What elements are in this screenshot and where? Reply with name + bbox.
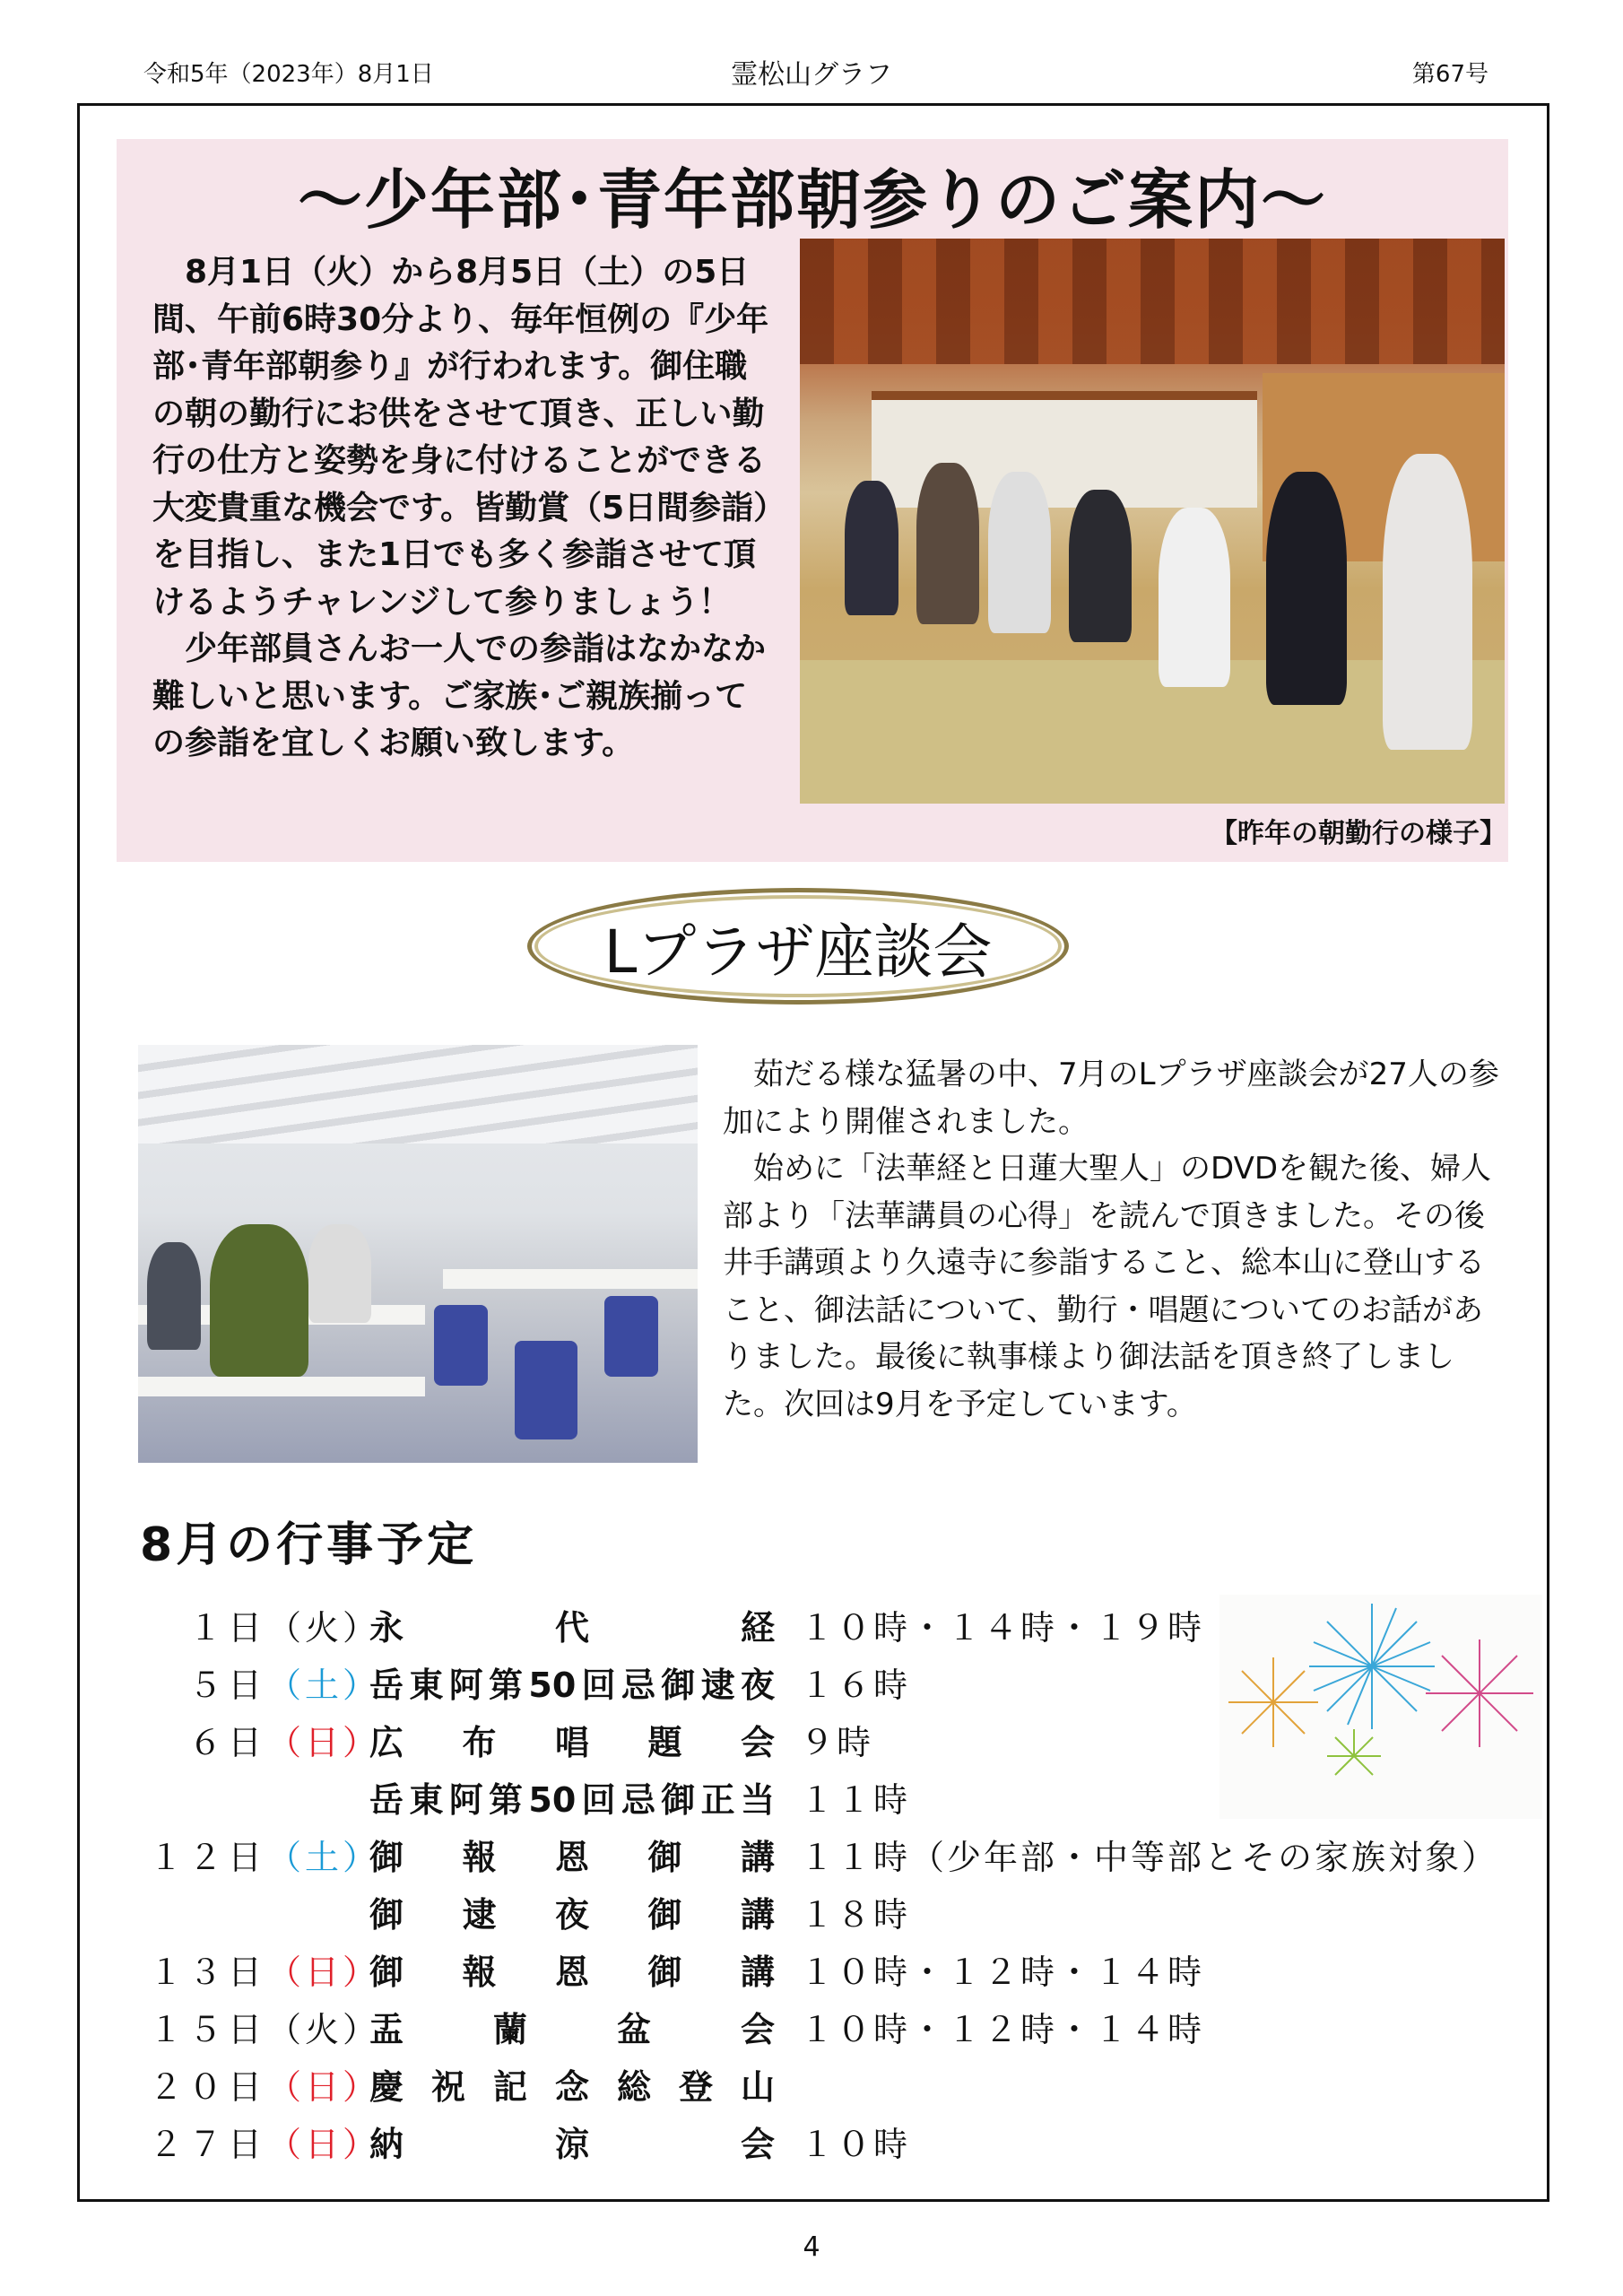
article2-title: Lプラザ座談会 [603, 917, 993, 987]
event-name: 御報恩御講 [369, 1838, 775, 1877]
event-name: 岳東阿第50回忌御正当 [369, 1780, 775, 1820]
article1-body [152, 249, 771, 768]
article2-paragraph: 始めに「法華経と日蓮大聖人」のDVDを観た後、婦人部より「法華講員の心得」を読んで頂きました。その後井手講頭より久遠寺に参詣すること、総本山に登山すること、御法話について、勤行・唱題についてのお話がありました。最後に執事様より御法話を頂き終了しました。次回は9月を予定しています。 [723, 1151, 1492, 1422]
event-name: 岳東阿第50回忌御逮夜 [369, 1665, 775, 1705]
morning-service-photo [800, 239, 1505, 804]
event-date: ５日 [187, 1665, 267, 1705]
article1-paragraph: 8月1日（火）から8月5日（土）の5日間、午前6時30分より、毎年恒例の『少年部･青年部朝参り』が行われます。御住職の朝の勤行にお供をさせて頂き、正しい勤行の仕方と姿勢を身に付けることができる大変貴重な機会です。皆勤賞（5日間参詣）を目指し、また1日でも多く参詣させて頂けるようチャレンジして参りましょう！ [152, 254, 770, 621]
event-name: 広布唱題会 [369, 1723, 775, 1762]
event-date: １３日 [148, 1952, 267, 1992]
event-time: １０時・１２時・１４時 [800, 2010, 1205, 2049]
event-weekday: （日） [267, 2067, 381, 2107]
event-time: １０時 [800, 2125, 911, 2164]
event-date: ６日 [187, 1723, 267, 1762]
event-date: １５日 [148, 2010, 267, 2049]
page-number: 4 [803, 2231, 820, 2263]
event-time: １１時 [800, 1780, 911, 1820]
event-time: １０時・１４時・１９時 [800, 1608, 1205, 1648]
event-date: ２０日 [148, 2067, 267, 2107]
event-time: １６時 [800, 1665, 911, 1705]
event-name: 慶祝記念総登山 [369, 2067, 775, 2107]
issue-date: 令和5年（2023年）8月1日 [143, 61, 434, 88]
event-weekday: （日） [267, 1723, 381, 1762]
photo-caption: 【昨年の朝勤行の様子】 [1211, 818, 1506, 849]
event-time: ９時 [800, 1723, 874, 1762]
event-time: １８時 [800, 1895, 911, 1935]
event-weekday: （土） [267, 1838, 381, 1877]
event-date: １２日 [148, 1838, 267, 1877]
article2-paragraph: 茹だる様な猛暑の中、7月のLプラザ座談会が27人の参加により開催されました。 [723, 1057, 1499, 1140]
event-weekday: （土） [267, 1665, 381, 1705]
article2-title-oval [527, 888, 1069, 1004]
event-weekday: （日） [267, 1952, 381, 1992]
schedule-title: 8月の行事予定 [140, 1518, 478, 1572]
fireworks-illustration [1219, 1595, 1542, 1819]
publication-title: 霊松山グラフ [731, 59, 892, 91]
event-date: １日 [187, 1608, 267, 1648]
event-name: 永代経 [369, 1608, 775, 1648]
event-name: 納涼会 [369, 2125, 775, 2164]
event-weekday: （火） [267, 2010, 381, 2049]
event-weekday: （火） [267, 1608, 381, 1648]
meeting-room-photo [138, 1045, 698, 1463]
issue-number: 第67号 [1411, 61, 1488, 88]
article1-title: ～少年部･青年部朝参りのご案内～ [297, 162, 1327, 238]
article2-body [723, 1051, 1512, 1428]
event-weekday: （日） [267, 2125, 381, 2164]
event-time: １１時（少年部・中等部とその家族対象） [800, 1838, 1499, 1877]
article1-paragraph: 少年部員さんお一人での参詣はなかなか難しいと思います。ご家族･ご親族揃っての参詣を宜しくお願い致します。 [152, 631, 767, 761]
event-name: 盂蘭盆会 [369, 2010, 775, 2049]
event-time: １０時・１２時・１４時 [800, 1952, 1205, 1992]
event-name: 御報恩御講 [369, 1952, 775, 1992]
event-date: ２７日 [148, 2125, 267, 2164]
event-name: 御逮夜御講 [369, 1895, 775, 1935]
